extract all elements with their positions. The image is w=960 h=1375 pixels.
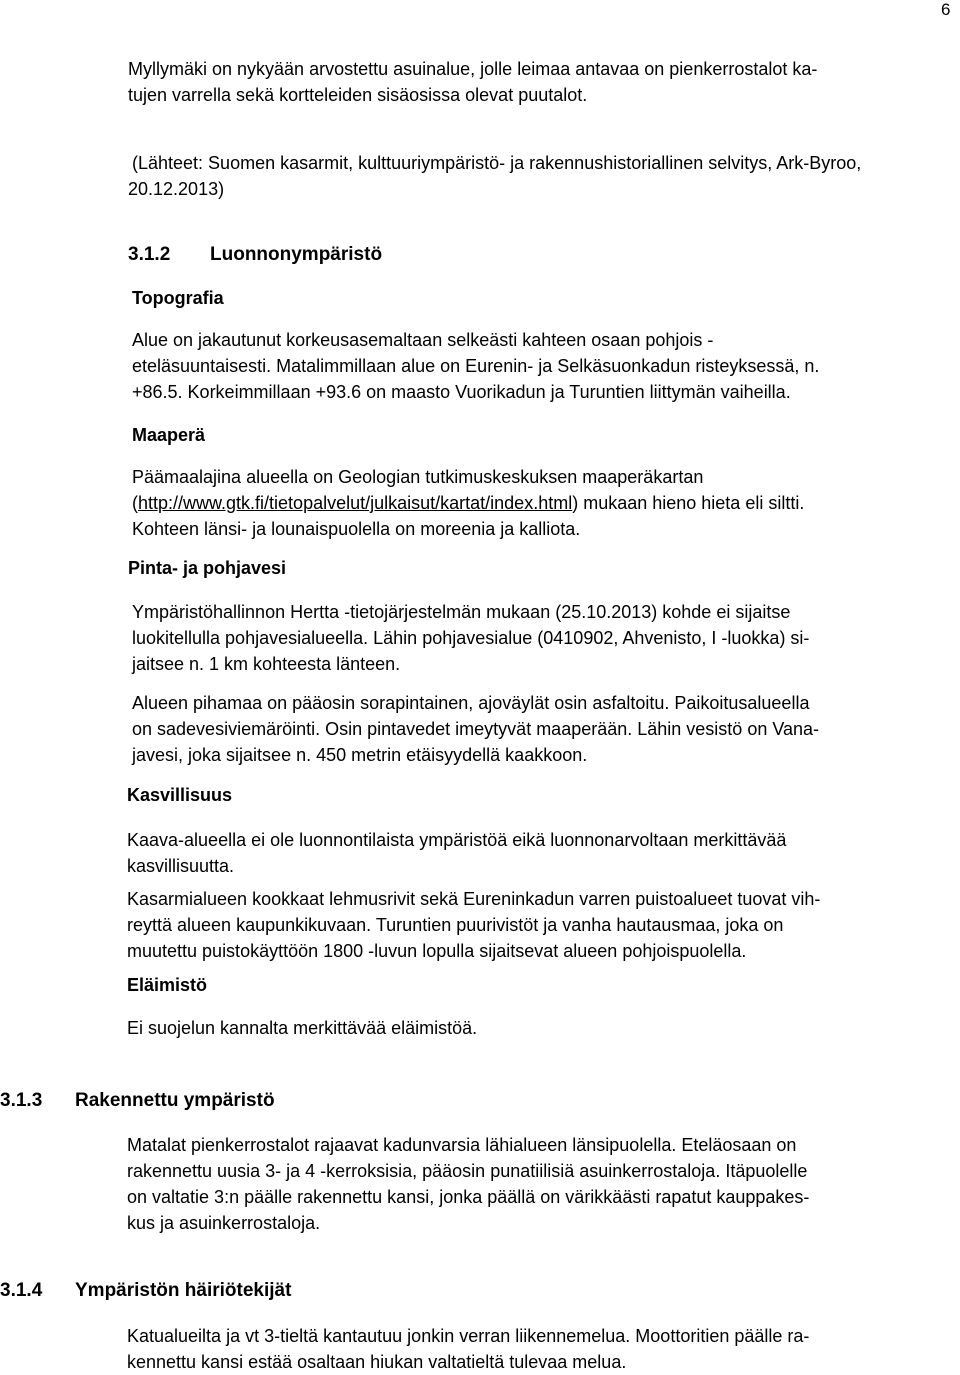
- text-line: Ympäristöhallinnon Hertta -tietojärjestelmän mukaan (25.10.2013) kohde ei sijaitse: [132, 602, 791, 622]
- text-line: Alueen pihamaa on pääosin sorapintainen, ajoväylät osin asfaltoitu. Paikoitusalueella: [132, 693, 810, 713]
- text-line: Päämaalajina alueella on Geologian tutkimuskeskuksen maaperäkartan: [132, 467, 704, 487]
- text-line-with-link: [132, 490, 804, 516]
- text-line: javesi, joka sijaitsee n. 450 metrin etäisyydellä kaakkoon.: [132, 745, 588, 765]
- text-line: Kohteen länsi- ja lounaispuolella on moreenia ja kalliota.: [132, 519, 581, 539]
- sources-paragraph: [128, 150, 861, 202]
- kasvillisuus-paragraph-2: [127, 886, 820, 964]
- text-line: kennettu kansi estää osaltaan hiukan valtatieltä tulevaa melua.: [127, 1352, 627, 1372]
- hairiotekijat-paragraph: [127, 1323, 809, 1375]
- intro-paragraph: [128, 56, 817, 108]
- kasvillisuus-paragraph-1: [127, 827, 786, 879]
- subheading-maapera: Maaperä: [132, 425, 206, 445]
- rakennettu-paragraph: [127, 1132, 809, 1236]
- section-title: Rakennettu ympäristö: [75, 1090, 275, 1111]
- text-line: on valtatie 3:n päälle rakennettu kansi, jonka päällä on värikkäästi rapatut kauppakes-: [127, 1187, 810, 1207]
- text-line: eteläsuuntaisesti. Matalimmillaan alue on Eurenin- ja Selkäsuonkadun risteyksessä, n.: [132, 356, 820, 376]
- section-number: 3.1.2: [128, 244, 171, 265]
- text-line: luokitellulla pohjavesialueella. Lähin pohjavesialue (0410902, Ahvenisto, I -luokka) si-: [132, 628, 810, 648]
- subheading-topografia: Topografia: [132, 288, 224, 308]
- text-line: rakennettu uusia 3- ja 4 -kerroksisia, pääosin punatiilisiä asuinkerrostaloja. Itäpuolelle: [127, 1161, 808, 1181]
- text-line: jaitsee n. 1 km kohteesta länteen.: [132, 654, 401, 674]
- page-number: 6: [941, 0, 951, 19]
- text-line: reyttä alueen kaupunkikuvaan. Turuntien puurivistöt ja vanha hautausmaa, joka on: [127, 915, 784, 935]
- text-line: Katualueilta ja vt 3-tieltä kantautuu jonkin verran liikennemelua. Moottoritien päälle ra-: [127, 1326, 810, 1346]
- pohjavesi-paragraph-2: [132, 690, 819, 768]
- text-line: kasvillisuutta.: [127, 856, 235, 876]
- pohjavesi-paragraph-1: [132, 599, 809, 677]
- section-title: Luonnonympäristö: [210, 244, 383, 265]
- text-line: Matalat pienkerrostalot rajaavat kadunvarsia lähialueen länsipuolella. Eteläosaan on: [127, 1135, 797, 1155]
- text-line: Kaava-alueella ei ole luonnontilaista ympäristöä eikä luonnonarvoltaan merkittävää: [127, 830, 787, 850]
- text-line: Myllymäki on nykyään arvostettu asuinalue, jolle leimaa antavaa on pienkerrostalot ka-: [128, 59, 818, 79]
- text-line: Kasarmialueen kookkaat lehmusrivit sekä Eureninkadun varren puistoalueet tuovat vih-: [127, 889, 821, 909]
- text-line: +86.5. Korkeimmillaan +93.6 on maasto Vuorikadun ja Turuntien liittymän vaiheilla.: [132, 382, 791, 402]
- subheading-elaimisto: Eläimistö: [127, 975, 208, 995]
- section-number: 3.1.3: [0, 1090, 43, 1111]
- text-line: Alue on jakautunut korkeusasemaltaan selkeästi kahteen osaan pohjois -: [132, 330, 714, 350]
- text-line: on sadevesiviemäröinti. Osin pintavedet imeytyvät maaperään. Lähin vesistö on Vana-: [132, 719, 820, 739]
- link-trailing-text: ) mukaan hieno hieta eli siltti.: [572, 493, 805, 513]
- subheading-pohjavesi: Pinta- ja pohjavesi: [128, 558, 287, 578]
- text-line: kus ja asuinkerrostaloja.: [127, 1213, 321, 1233]
- section-title: Ympäristön häiriötekijät: [75, 1280, 292, 1301]
- gtk-map-link[interactable]: http://www.gtk.fi/tietopalvelut/julkaisut/kartat/index.html: [138, 493, 573, 513]
- elaimisto-paragraph: Ei suojelun kannalta merkittävää eläimistöä.: [127, 1018, 478, 1038]
- text-line: tujen varrella sekä kortteleiden sisäosissa olevat puutalot.: [128, 85, 588, 105]
- topografia-paragraph: [132, 327, 819, 405]
- text-line: (Lähteet: Suomen kasarmit, kulttuuriympäristö- ja rakennushistoriallinen selvitys, Ark-Byroo,: [132, 153, 862, 173]
- text-line: muutettu puistokäyttöön 1800 -luvun lopulla sijaitsevat alueen pohjoispuolella.: [127, 941, 747, 961]
- maapera-paragraph: [132, 464, 804, 542]
- section-number: 3.1.4: [0, 1280, 43, 1301]
- paren-open: (: [132, 493, 138, 513]
- subheading-kasvillisuus: Kasvillisuus: [127, 785, 233, 805]
- text-line: 20.12.2013): [128, 179, 225, 199]
